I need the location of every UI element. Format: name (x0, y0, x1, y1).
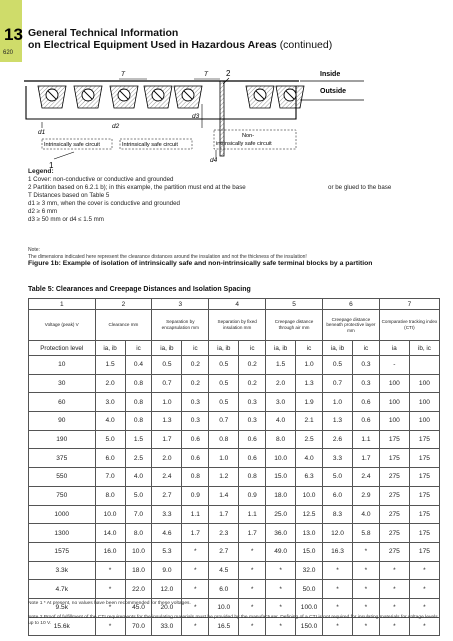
table-cell: 275 (379, 505, 409, 524)
table-cell: 4.5 (209, 561, 239, 580)
voltage-cell: 90 (29, 412, 96, 431)
column-number-cell: 1 (29, 299, 96, 310)
table-row (29, 524, 440, 543)
column-description-cell: Creepage distance beneath protective layer mm (322, 310, 379, 341)
table-cell: 10.0 (209, 598, 239, 617)
table-cell: 7.0 (95, 468, 125, 487)
table-cell: 175 (409, 468, 439, 487)
table-cell: 0.2 (182, 356, 209, 375)
table-cell: 100 (409, 393, 439, 412)
table-cell: * (322, 580, 352, 599)
legend-item (28, 184, 440, 192)
legend-item: d2 ≥ 6 mm (28, 208, 58, 215)
column-number-cell: 4 (209, 299, 266, 310)
table-cell: 2.5 (125, 449, 152, 468)
table-cell: 36.0 (266, 524, 296, 543)
table-cell: 1.1 (182, 505, 209, 524)
table-cell: 0.3 (239, 412, 266, 431)
table-cell: 175 (379, 430, 409, 449)
table-cell: 10.0 (125, 542, 152, 561)
table-cell: * (409, 598, 439, 617)
title-continued: (continued) (279, 39, 333, 51)
table-cell: 0.6 (353, 412, 380, 431)
table-cell: 0.3 (353, 356, 380, 375)
table-cell: 8.0 (95, 486, 125, 505)
column-number-cell: 3 (152, 299, 209, 310)
table-cell: * (322, 561, 352, 580)
table-cell: * (322, 617, 352, 636)
table-cell: 0.3 (182, 412, 209, 431)
table-row (29, 430, 440, 449)
subheader-cell: ia (379, 341, 409, 356)
column-description-cell: Comparative tracking index (CTI) (379, 310, 439, 341)
table-cell: - (379, 356, 409, 375)
table-cell: 1.0 (209, 449, 239, 468)
table-cell: * (266, 617, 296, 636)
table-cell: * (182, 617, 209, 636)
table-cell: 8.0 (125, 524, 152, 543)
table-cell: 0.6 (353, 393, 380, 412)
label-inside: Inside (320, 71, 341, 78)
table-cell (409, 356, 439, 375)
clearance-table (28, 298, 440, 636)
table-cell: * (353, 598, 380, 617)
voltage-cell: 1300 (29, 524, 96, 543)
table-cell: 22.0 (125, 580, 152, 599)
table-cell: 8.0 (266, 430, 296, 449)
table-cell: 12.0 (322, 524, 352, 543)
table-cell: 8.3 (322, 505, 352, 524)
table-row (29, 580, 440, 599)
table-cell: 175 (409, 542, 439, 561)
column-description-cell: Clearance mm (95, 310, 152, 341)
table-cell: 0.5 (152, 356, 182, 375)
table-cell: 1.3 (296, 374, 323, 393)
subheader-cell: ia, ib (95, 341, 125, 356)
table-cell: * (239, 617, 266, 636)
table-cell: 100 (409, 374, 439, 393)
subheader-cell: ia, ib (209, 341, 239, 356)
table-cell: * (182, 561, 209, 580)
subheader-cell: ic (182, 341, 209, 356)
table-row (29, 449, 440, 468)
table-cell: 1.7 (182, 524, 209, 543)
legend-item: T Distances based on Table 5 (28, 192, 110, 199)
table-row (29, 486, 440, 505)
legend-item: d1 ≥ 3 mm, when the cover is conductive and grounded (28, 200, 180, 207)
table-cell: 10.0 (95, 505, 125, 524)
chapter-number: 13 (4, 25, 23, 44)
table-cell: 2.0 (152, 449, 182, 468)
table-cell: 1.5 (266, 356, 296, 375)
leader-1 (54, 152, 74, 159)
table-cell: 1.0 (296, 356, 323, 375)
legend-item: d3 ≥ 50 mm or d4 ≤ 1.5 mm (28, 216, 104, 223)
table-cell: 49.0 (266, 542, 296, 561)
table-cell: 5.0 (125, 486, 152, 505)
table-cell: * (409, 580, 439, 599)
table-cell: 14.0 (95, 524, 125, 543)
label-outside: Outside (320, 88, 347, 95)
table-cell: 2.1 (296, 412, 323, 431)
voltage-cell: 1575 (29, 542, 96, 561)
table-cell: 1.1 (353, 430, 380, 449)
table-cell: 1.4 (209, 486, 239, 505)
table-cell: * (353, 561, 380, 580)
table-cell: 2.0 (95, 374, 125, 393)
table-cell: 0.5 (209, 356, 239, 375)
column-description-cell: Separation by encapsulation mm (152, 310, 209, 341)
table-cell: 33.0 (152, 617, 182, 636)
table-cell: 0.2 (239, 356, 266, 375)
table-cell: 1.5 (95, 356, 125, 375)
table-cell: 0.7 (209, 412, 239, 431)
table-cell: 0.8 (182, 468, 209, 487)
voltage-cell: 9.5k (29, 598, 96, 617)
table-cell: 175 (409, 449, 439, 468)
subheader-cell: ia, ib (266, 341, 296, 356)
table-cell: 275 (379, 524, 409, 543)
table-cell: 0.8 (125, 412, 152, 431)
table-cell: 1.5 (125, 430, 152, 449)
table-cell: 0.8 (125, 393, 152, 412)
table-cell: 2.4 (353, 468, 380, 487)
table-cell: * (379, 580, 409, 599)
table-column-number-row (29, 299, 440, 310)
table-cell: * (266, 561, 296, 580)
voltage-cell: 550 (29, 468, 96, 487)
table-cell: * (322, 598, 352, 617)
table-cell: 3.0 (95, 393, 125, 412)
voltage-cell: 750 (29, 486, 96, 505)
table-cell: 2.6 (322, 430, 352, 449)
table-cell: 175 (379, 449, 409, 468)
voltage-cell: 30 (29, 374, 96, 393)
table-cell: 25.0 (266, 505, 296, 524)
table-cell: 4.0 (95, 412, 125, 431)
table-cell: * (182, 580, 209, 599)
table-cell: 1.7 (152, 430, 182, 449)
label-cover-1: 1 (49, 161, 54, 170)
table-cell: 1.3 (152, 412, 182, 431)
table-cell: 275 (379, 468, 409, 487)
table-cell: 4.0 (125, 468, 152, 487)
table-cell: 6.0 (95, 449, 125, 468)
table-cell: 5.0 (95, 430, 125, 449)
table-cell: * (353, 617, 380, 636)
table-cell: 1.0 (152, 393, 182, 412)
table-cell: 15.0 (296, 542, 323, 561)
label-t-1: T (121, 71, 125, 78)
table-cell: 0.5 (209, 374, 239, 393)
table-cell: 2.7 (152, 486, 182, 505)
page-title (28, 27, 332, 51)
table-cell: 10.0 (266, 449, 296, 468)
table-cell: 0.2 (182, 374, 209, 393)
column-description-cell: Separation by fixed insulation mm (209, 310, 266, 341)
table-cell: 100 (379, 393, 409, 412)
table-cell: * (182, 598, 209, 617)
voltage-cell: 10 (29, 356, 96, 375)
table-cell: * (95, 561, 125, 580)
table-cell: 0.6 (182, 449, 209, 468)
table-cell: 18.0 (125, 561, 152, 580)
label-d4: d4 (210, 157, 218, 164)
title-line-2 (28, 39, 332, 51)
column-number-cell: 2 (95, 299, 152, 310)
table-cell: * (95, 580, 125, 599)
table-cell: 5.3 (152, 542, 182, 561)
table-cell: * (95, 598, 125, 617)
table-cell: 45.0 (125, 598, 152, 617)
subheader-cell: ia, ib (322, 341, 352, 356)
table-cell: 4.0 (353, 505, 380, 524)
label-t-2: T (204, 71, 208, 78)
table-cell: 175 (409, 430, 439, 449)
table-cell: 3.3 (322, 449, 352, 468)
table-cell: 1.1 (239, 505, 266, 524)
table-cell: 13.0 (296, 524, 323, 543)
table-cell: 70.0 (125, 617, 152, 636)
table-cell: * (239, 542, 266, 561)
table-cell: 4.0 (296, 449, 323, 468)
table-cell: 9.0 (152, 561, 182, 580)
table-cell: 3.0 (266, 393, 296, 412)
table-cell: 0.5 (209, 393, 239, 412)
circuit-label-1: Intrinsically safe circuit (44, 142, 100, 148)
footnote-1: Note 1 * At present, no values have been recommended for these voltages. (28, 601, 191, 606)
table-cell: * (266, 598, 296, 617)
subheader-cell: ic (353, 341, 380, 356)
table-cell: 1.9 (296, 393, 323, 412)
table-cell: 0.2 (239, 374, 266, 393)
table-cell: 175 (409, 524, 439, 543)
label-d2: d2 (112, 123, 120, 130)
table-title: Table 5: Clearances and Creepage Distances and Isolation Spacing (28, 286, 251, 293)
subheader-cell: ia, ib (152, 341, 182, 356)
voltage-cell: 60 (29, 393, 96, 412)
table-cell: 0.7 (152, 374, 182, 393)
legend-glued-text: or be glued to the base (328, 184, 392, 191)
legend-item-text: 2 Partition based on 6.2.1 b); in this example, the partition must end at the base (28, 184, 246, 191)
table-cell: * (239, 580, 266, 599)
table-cell: * (353, 580, 380, 599)
table-cell: 100 (379, 412, 409, 431)
table-cell: 0.3 (353, 374, 380, 393)
footnote-2: Note 2 Proof of fulfillment of the CTI requirements for the insulating materials must be provided by the manufacturer. Defining of a CTI is not required for insulating materials for voltage levels up to 10 V. (28, 615, 438, 627)
figure-note (28, 247, 440, 260)
label-partition-2: 2 (226, 69, 231, 78)
voltage-cell: 3.3k (29, 561, 96, 580)
table-cell: 2.0 (266, 374, 296, 393)
table-cell: * (182, 542, 209, 561)
table-cell: 20.0 (152, 598, 182, 617)
table-cell: 2.9 (353, 486, 380, 505)
terminal-block-diagram (24, 64, 434, 170)
table-subheader-row (29, 341, 440, 356)
table-row (29, 561, 440, 580)
table-cell: * (353, 542, 380, 561)
table-cell: 100 (379, 374, 409, 393)
table-row (29, 393, 440, 412)
label-d1: d1 (38, 129, 46, 136)
table-row (29, 374, 440, 393)
table-cell: 100 (409, 412, 439, 431)
subheader-cell: ic (296, 341, 323, 356)
table-cell: 0.6 (182, 430, 209, 449)
table-cell: 18.0 (266, 486, 296, 505)
subheader-cell: ib, ic (409, 341, 439, 356)
table-cell: 275 (379, 542, 409, 561)
table-cell: 275 (379, 486, 409, 505)
table-cell: 175 (409, 486, 439, 505)
table-cell: * (409, 617, 439, 636)
table-cell: 4.6 (152, 524, 182, 543)
title-line-2-main: on Electrical Equipment Used in Hazardous Areas (28, 39, 277, 51)
label-d3: d3 (192, 113, 200, 120)
voltage-cell: 190 (29, 430, 96, 449)
table-cell: 0.3 (239, 393, 266, 412)
table-row (29, 356, 440, 375)
table-cell: * (379, 598, 409, 617)
table-cell: 50.0 (296, 580, 323, 599)
table-cell: 1.7 (353, 449, 380, 468)
table-cell: * (379, 617, 409, 636)
table-cell: 0.5 (322, 356, 352, 375)
column-number-cell: 5 (266, 299, 323, 310)
table-cell: 150.0 (296, 617, 323, 636)
table-cell: 2.4 (152, 468, 182, 487)
table-cell: 0.8 (125, 374, 152, 393)
circuit-label-2: Intrinsically safe circuit (122, 142, 178, 148)
legend-item: 1 Cover: non-conductive or conductive and grounded (28, 176, 174, 183)
table-cell: 0.7 (322, 374, 352, 393)
table-cell: 0.8 (239, 468, 266, 487)
table-cell: 0.6 (239, 449, 266, 468)
table-cell: 2.5 (296, 430, 323, 449)
table-cell: 32.0 (296, 561, 323, 580)
circuit-label-3-line2: intrinsically safe circuit (216, 141, 272, 147)
column-description-cell: Voltage (peak) V (29, 310, 96, 341)
table-cell: 1.7 (239, 524, 266, 543)
table-description-row (29, 310, 440, 341)
table-cell: 6.0 (322, 486, 352, 505)
table-row (29, 412, 440, 431)
table-cell: 1.2 (209, 468, 239, 487)
table-cell: 5.0 (322, 468, 352, 487)
figure-caption: Figure 1b: Example of isolation of intrinsically safe and non-intrinsically safe terminal blocks by a partition (28, 260, 373, 267)
table-cell: 10.0 (296, 486, 323, 505)
table-cell: 1.3 (322, 412, 352, 431)
table-cell: 4.0 (266, 412, 296, 431)
table-cell: 16.0 (95, 542, 125, 561)
table-cell: 16.5 (209, 617, 239, 636)
table-row (29, 505, 440, 524)
voltage-cell: 4.7k (29, 580, 96, 599)
title-line-1: General Technical Information (28, 27, 179, 39)
column-number-cell: 6 (322, 299, 379, 310)
table-cell: 1.7 (209, 505, 239, 524)
voltage-cell: 375 (29, 449, 96, 468)
note-text: The dimensions indicated here represent the clearance distances around the insulation and not the thickness of the insulation! (28, 253, 307, 260)
table-cell: 0.8 (209, 430, 239, 449)
legend-heading: Legend: (28, 168, 54, 175)
table-cell: 0.3 (182, 393, 209, 412)
table-row (29, 542, 440, 561)
table-cell: 1.0 (322, 393, 352, 412)
table-cell: * (266, 580, 296, 599)
table-cell: 100.0 (296, 598, 323, 617)
table-cell: * (409, 561, 439, 580)
table-cell: 5.8 (353, 524, 380, 543)
table-row (29, 468, 440, 487)
legend (28, 168, 440, 224)
table-cell: * (379, 561, 409, 580)
subheader-cell: ic (239, 341, 266, 356)
table-cell: 15.0 (266, 468, 296, 487)
circuit-label-3-line1: Non- (242, 133, 255, 139)
table-cell: 0.9 (239, 486, 266, 505)
table-cell: 175 (409, 505, 439, 524)
subheader-cell: Protection level (29, 341, 96, 356)
table-cell: 0.6 (239, 430, 266, 449)
table-cell: 12.5 (296, 505, 323, 524)
voltage-cell: 1000 (29, 505, 96, 524)
column-number-cell: 7 (379, 299, 439, 310)
page-number: 620 (3, 50, 14, 56)
voltage-cell: 15.6k (29, 617, 96, 636)
table-cell: 6.3 (296, 468, 323, 487)
table-cell: * (239, 598, 266, 617)
subheader-cell: ic (125, 341, 152, 356)
table-cell: 2.7 (209, 542, 239, 561)
table-cell: 3.3 (152, 505, 182, 524)
table-cell: 6.0 (209, 580, 239, 599)
table-cell: 7.0 (125, 505, 152, 524)
table-cell: * (95, 617, 125, 636)
note-label: Note: (28, 247, 40, 253)
table-cell: 0.4 (125, 356, 152, 375)
column-description-cell: Creepage distance through air mm (266, 310, 323, 341)
table-cell: 0.9 (182, 486, 209, 505)
table-cell: 2.3 (209, 524, 239, 543)
table-cell: 16.3 (322, 542, 352, 561)
table-cell: * (239, 561, 266, 580)
table-cell: 12.0 (152, 580, 182, 599)
